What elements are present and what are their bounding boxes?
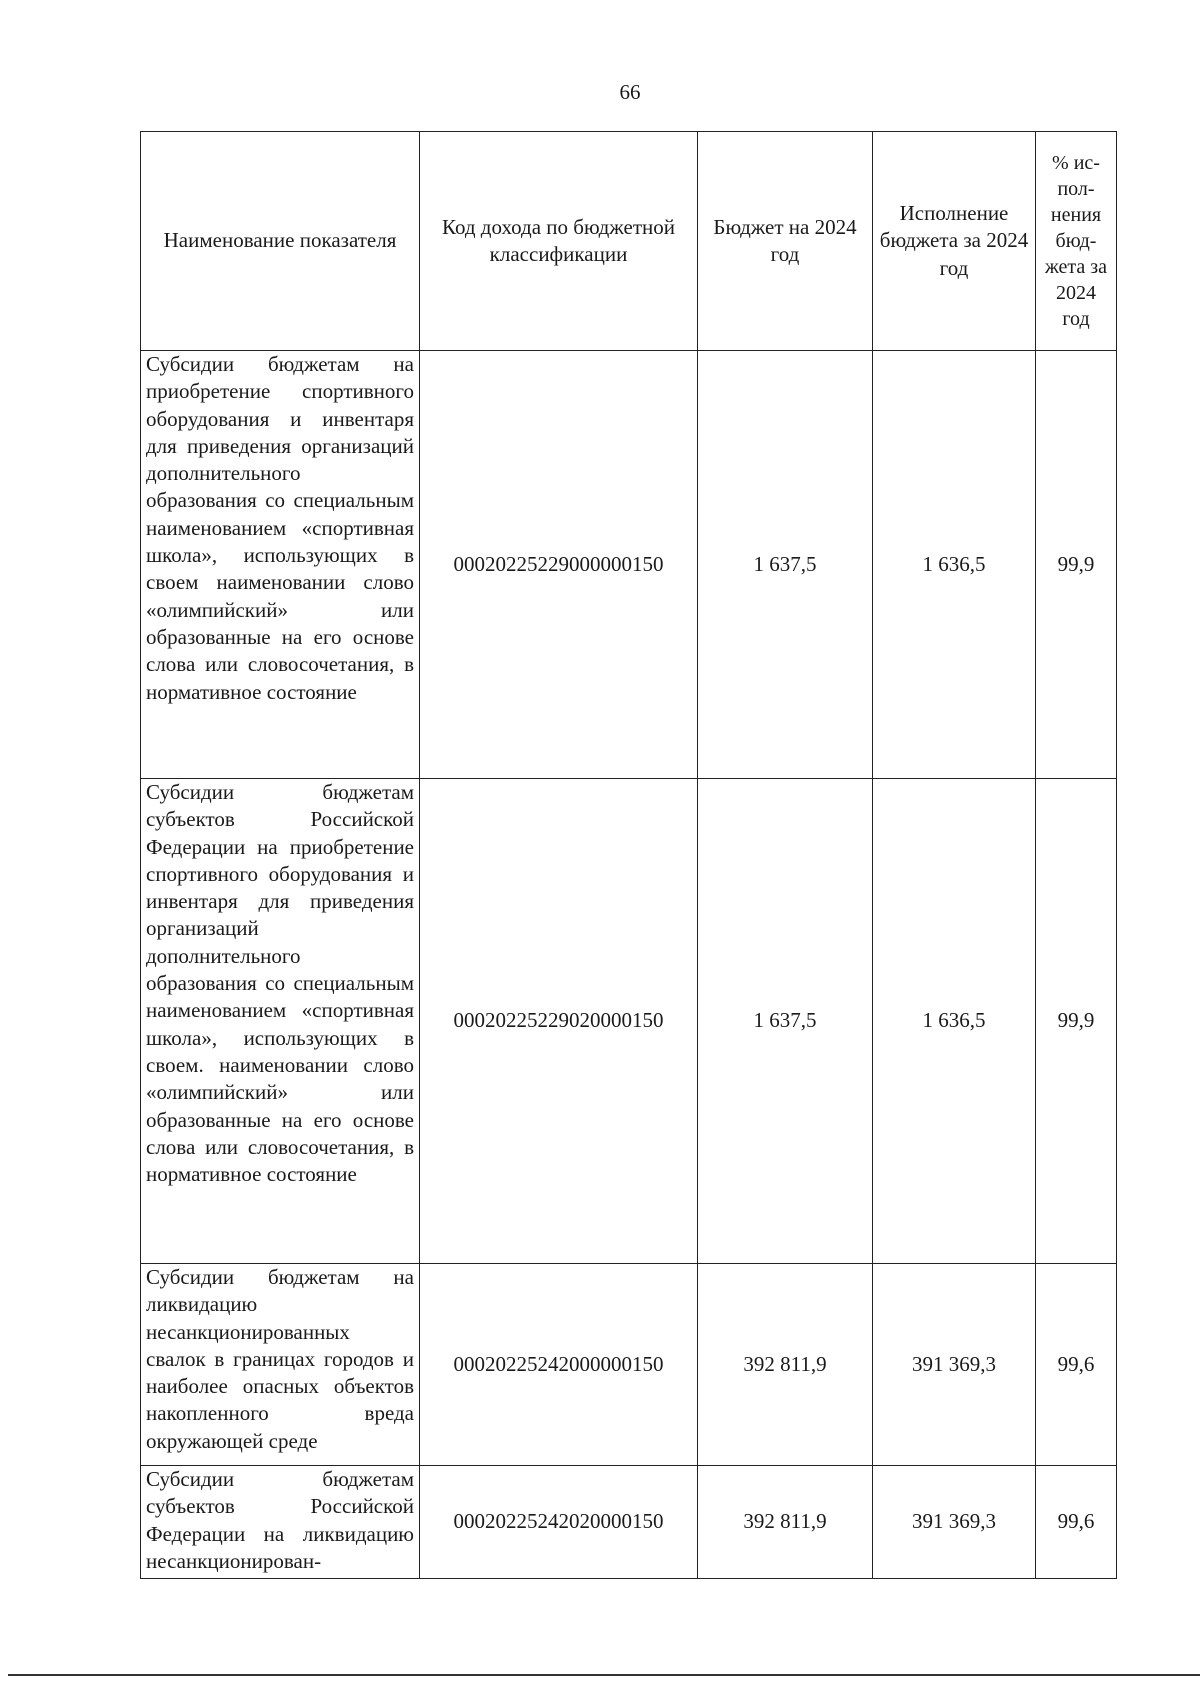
- row-code: 00020225242020000150: [420, 1466, 698, 1579]
- header-code: Код дохода по бюджетной классификации: [420, 132, 698, 351]
- row-percent: 99,9: [1036, 351, 1117, 779]
- row-budget: 392 811,9: [698, 1264, 873, 1466]
- header-name: Наименование показателя: [141, 132, 420, 351]
- table-row: [141, 351, 1117, 779]
- table-row: [141, 779, 1117, 1264]
- budget-execution-table: [140, 131, 1117, 1579]
- row-execution: 1 636,5: [873, 779, 1036, 1264]
- header-percent: % ис-пол-нения бюд-жета за 2024 год: [1036, 132, 1117, 351]
- row-percent: 99,6: [1036, 1466, 1117, 1579]
- row-budget: 392 811,9: [698, 1466, 873, 1579]
- row-code: 00020225229020000150: [420, 779, 698, 1264]
- page-number: 66: [619, 80, 641, 104]
- header-budget: Бюджет на 2024 год: [698, 132, 873, 351]
- table-row: [141, 1466, 1117, 1579]
- row-name: Субсидии бюджетам субъектов Российской Федерации на приобретение спортивного оборудования и инвентаря для приведения организаций дополнительного образования со специальным наименованием «спортивная школа», использующих в своем. наименовании слово «олимпийский» или образованные на его основе слова или словосочетания, в нормативное состояние: [141, 779, 420, 1264]
- table-row: [141, 1264, 1117, 1466]
- row-execution: 391 369,3: [873, 1264, 1036, 1466]
- header-execution: Исполнение бюджета за 2024 год: [873, 132, 1036, 351]
- row-code: 00020225242000000150: [420, 1264, 698, 1466]
- row-name: Субсидии бюджетам на приобретение спортивного оборудования и инвентаря для приведения организаций дополнительного образования со специальным наименованием «спортивная школа», использующих в своем наименовании слово «олимпийский» или образованные на его основе слова или словосочетания, в нормативное состояние: [141, 351, 420, 779]
- row-code: 00020225229000000150: [420, 351, 698, 779]
- row-percent: 99,6: [1036, 1264, 1117, 1466]
- row-budget: 1 637,5: [698, 779, 873, 1264]
- row-name: Субсидии бюджетам субъектов Российской Федерации на ликвидацию несанкционирован-: [141, 1466, 420, 1579]
- row-budget: 1 637,5: [698, 351, 873, 779]
- row-percent: 99,9: [1036, 779, 1117, 1264]
- table-header-row: [141, 132, 1117, 351]
- row-execution: 391 369,3: [873, 1466, 1036, 1579]
- row-execution: 1 636,5: [873, 351, 1036, 779]
- row-name: Субсидии бюджетам на ликвидацию несанкционированных свалок в границах городов и наиболее опасных объектов накопленного вреда окружающей среде: [141, 1264, 420, 1466]
- page-bottom-rule: [8, 1674, 1200, 1676]
